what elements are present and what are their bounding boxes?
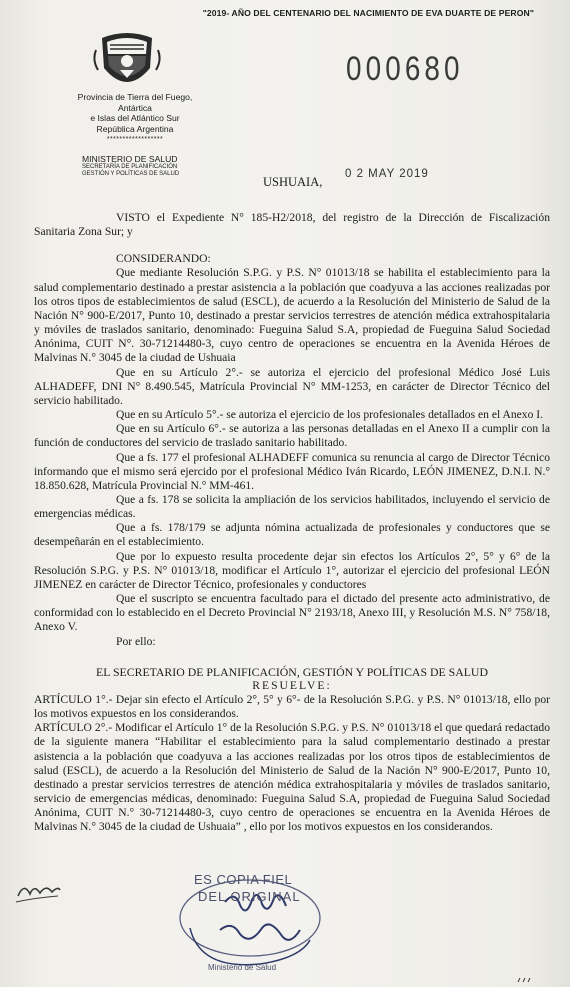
- ministry-name: MINISTERIO DE SALUD: [82, 154, 178, 164]
- ministry-block: [82, 154, 192, 178]
- province-line: Provincia de Tierra del Fuego,: [77, 92, 193, 102]
- province-line: e Islas del Atlántico Sur: [90, 113, 180, 124]
- star-divider: ******************: [106, 136, 164, 144]
- province-letterhead: [40, 92, 230, 148]
- considerando-paragraph: Que a fs. 178/179 se adjunta nómina actualizada de profesionales y conductores que se desempeñarán en el establecimiento.: [34, 521, 550, 549]
- por-ello: Por ello:: [116, 634, 156, 648]
- province-line: Antártica: [118, 102, 152, 113]
- considerando-paragraph: Que en su Artículo 2°.- se autoriza el ejercicio del profesional Médico José Luis ALHADEFF, DNI N° 8.490.545, Matrícula Provincial N° MM-1253, en carácter de Director Técnico del servicio habilitado.: [34, 365, 550, 407]
- considerando-paragraph: Que a fs. 177 el profesional ALHADEFF comunica su renuncia al cargo de Director Técnico informando que el mismo será ejercido por el profesional Médico Iván Ricardo, LEÓN JIMENEZ, D.N.I. N.° 18.850.628, Matrícula Provincial N.° MM-461.: [34, 450, 550, 492]
- articulo-2: ARTÍCULO 2°.- Modificar el Artículo 1° de la Resolución S.P.G. y P.S. N° 01013/18 el que quedará redactado de la siguiente manera “Habilitar el establecimiento para la salud complementario destinado a prestar asistencia a la población que coadyuva a las acciones realizadas por los otros tipos de establecimientos de salud (ESCL), de acuerdo a la Resolución del Ministerio de Salud de la Nación N° 900-E/2017, Punto 10, destinado a prestar servicios terrestres de atención médica extrahospitalaria y móviles de traslados sanitario, servicio de emergencias médicas, denominado: Fueguina Salud S.A, propiedad de Fueguina Salud Sociedad Anónima, CUIT N.° 30-71214480-3, cuyo centro de operaciones se encuentra en la Avenida Héroes de Malvinas N.° 3045 de la ciudad de Ushuaia” , ello por los motivos expuestos en los considerandos.: [34, 721, 550, 834]
- copy-stamp-line: DEL ORIGINAL: [198, 889, 301, 904]
- secretaria-line: SECRETARÍA DE PLANIFICACIÓN: [82, 164, 178, 170]
- secretaria-line: GESTIÓN Y POLÍTICAS DE SALUD: [82, 171, 180, 177]
- considerando-paragraph: Que mediante Resolución S.P.G. y P.S. N° 01013/18 se habilita el establecimiento para la salud complementario destinado a prestar asistencia a la población que coadyuva a las acciones realizadas por los otros tipos de establecimientos de salud (ESCL), de acuerdo a la Resolución del Ministerio de Salud de la Nación N° 900-E/2017, Punto 10, destinado a prestar servicios terrestres de atención médica extrahospitalaria y móviles de traslados sanitario, denominado: Fueguina Salud S.A, propiedad de Fueguina Salud Sociedad Anónima, CUIT N°. 30-71214480-3, cuyo centro de operaciones se encuentra en la Avenida Héroes de Malvinas N.° 3045 de la ciudad de Ushuaia: [34, 266, 550, 365]
- city-label: USHUAIA,: [263, 175, 323, 189]
- document-body: [34, 211, 550, 835]
- considerando-paragraph: Que en su Artículo 6°.- se autoriza a las personas detalladas en el Anexo II a cumplir con la función de conductores del servicio de traslado sanitario habilitado.: [34, 422, 550, 450]
- province-line: República Argentina: [96, 123, 174, 134]
- date-stamp: 0 2 MAY 2019: [345, 168, 429, 180]
- considerando-title: CONSIDERANDO:: [116, 252, 211, 266]
- considerando-paragraph: Que a fs. 178 se solicita la ampliación de los servicios habilitados, incluyendo el servicio de emergencias médicas.: [34, 492, 550, 521]
- province-crest-icon: [92, 30, 162, 96]
- visto-paragraph: VISTO el Expediente N° 185-H2/2018, del registro de la Dirección de Fiscalización Sanitaria Zona Sur; y: [34, 211, 550, 239]
- copy-stamp-line: ES COPIA FIEL: [194, 872, 293, 887]
- articulo-1: ARTÍCULO 1°.- Dejar sin efecto el Artículo 2°, 5° y 6°- de la Resolución S.P.G. y P.S. N° 01013/18, ello por los motivos expuestos en los considerandos.: [34, 693, 550, 721]
- resuelve-heading: RESUELVE:: [252, 678, 332, 692]
- secretario-heading: EL SECRETARIO DE PLANIFICACIÓN, GESTIÓN Y POLÍTICAS DE SALUD: [96, 664, 488, 679]
- considerando-paragraph: Que el suscripto se encuentra facultado para el dictado del presente acto administrativo, de conformidad con lo establecido en el Decreto Provincial N° 2193/18, Anexo III, y Resolución M.S. N° 758/18, Anexo V.: [34, 592, 550, 634]
- copy-stamp-ministry: Ministerio de Salud: [208, 963, 277, 972]
- considerando-paragraph: Que en su Artículo 5°.- se autoriza el ejercicio de los profesionales detallados en el Anexo I.: [116, 408, 544, 422]
- considerando-paragraph: Que por lo expuesto resulta procedente dejar sin efectos los Artículos 2°, 5° y 6° de la Resolución S.P.G. y P.S. N° 01013/18, modificar el Artículo 1°, autorizar el ejercicio del profesional LEÓN JIMENEZ en carácter de Director Técnico, profesionales y conductores: [34, 549, 550, 591]
- resolution-number: 000680: [346, 50, 464, 88]
- year-motto: "2019- AÑO DEL CENTENARIO DEL NACIMIENTO DE EVA DUARTE DE PERON": [202, 8, 534, 18]
